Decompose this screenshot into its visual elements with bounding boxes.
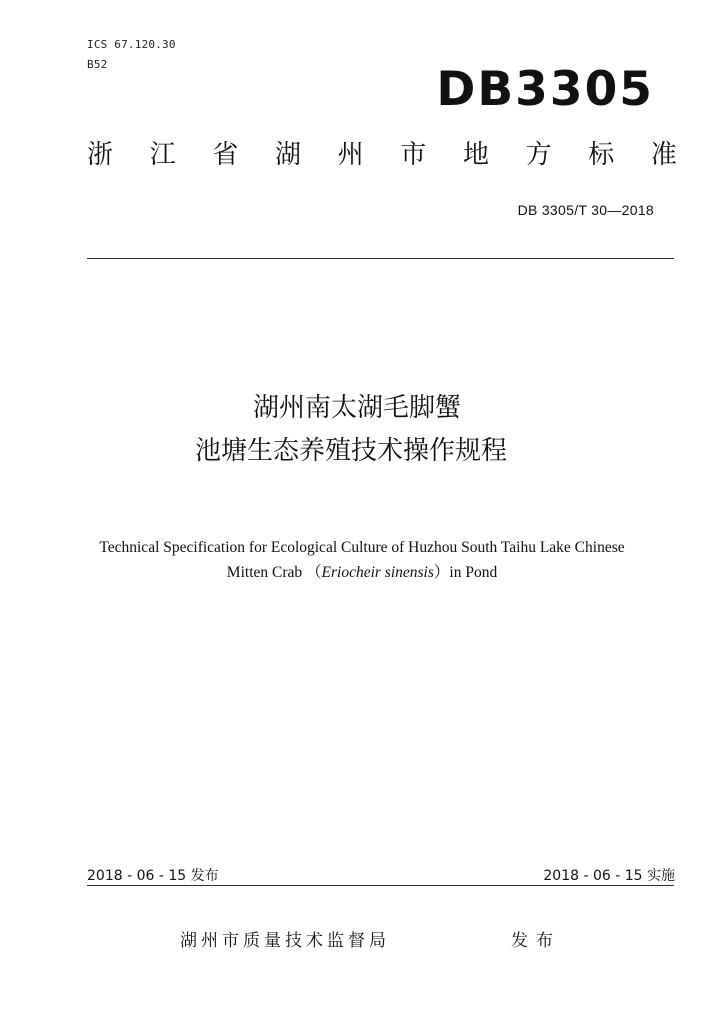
title-en-line2-prefix: Mitten Crab （ [226,564,322,581]
standard-type-char: 准 [650,140,677,170]
standard-type-char: 州 [337,140,364,170]
release-date: 2018 - 06 - 15 发布 [87,868,219,884]
top-divider [87,258,674,259]
standard-number: DB 3305/T 30—2018 [517,202,654,218]
title-en-line2 [0,565,724,581]
ics-code: ICS 67.120.30 [87,38,176,51]
classification-code: B52 [87,58,108,71]
standard-type-char: 湖 [274,140,301,170]
standard-type-char: 标 [588,140,615,170]
title-en-species: Eriocheir sinensis [321,564,434,581]
standard-type-char: 江 [149,140,176,170]
title-cn-line2: 池塘生态养殖技术操作规程 [194,436,507,466]
standard-type-char: 省 [212,140,239,170]
standard-type-char: 方 [525,140,552,170]
title-en-line2-suffix: ）in Pond [433,564,498,581]
standard-type-char: 地 [462,140,489,170]
effective-date: 2018 - 06 - 15 实施 [543,868,675,884]
issue-label: 发布 [511,931,561,951]
title-en-line1: Technical Specification for Ecological Culture of Huzhou South Taihu Lake Chinese [99,539,625,556]
bottom-divider [87,885,674,886]
standard-type [87,142,677,168]
standard-type-char: 市 [400,140,427,170]
standard-code: DB3305 [436,62,654,117]
title-cn-line1: 湖州南太湖毛脚蟹 [252,393,461,423]
issuing-authority: 湖州市质量技术监督局 [180,931,390,951]
standard-type-char: 浙 [87,140,114,170]
